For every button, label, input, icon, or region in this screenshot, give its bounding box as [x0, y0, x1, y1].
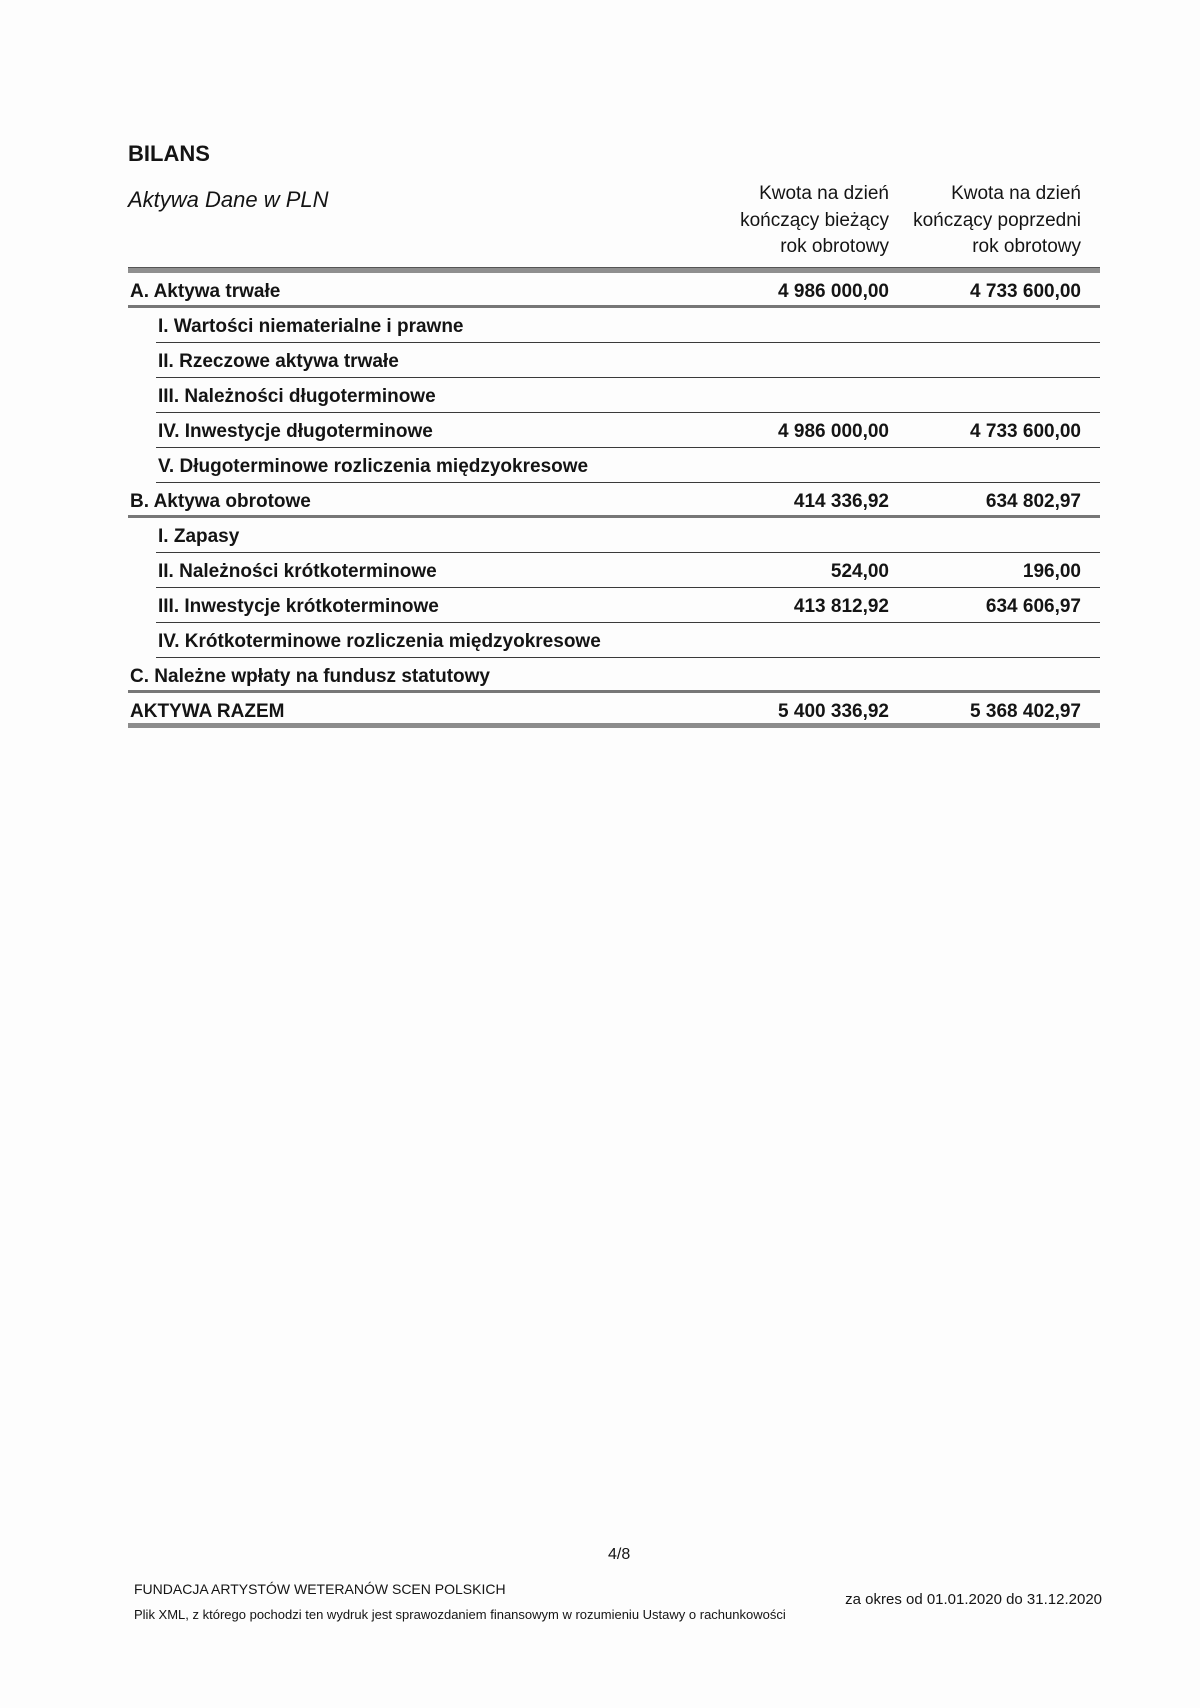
- current-year-value: 524,00: [830, 561, 889, 582]
- row-label: II. Rzeczowe aktywa trwałe: [158, 351, 399, 372]
- column-header-previous-year: [913, 181, 1081, 261]
- previous-year-value: 4 733 600,00: [970, 421, 1081, 442]
- organization-name: FUNDACJA ARTYSTÓW WETERANÓW SCEN POLSKICH: [134, 1581, 506, 1597]
- document-title: BILANS: [128, 141, 210, 166]
- section-row: [128, 483, 1100, 518]
- row-label: I. Wartości niematerialne i prawne: [158, 316, 464, 337]
- item-row: [156, 413, 1100, 448]
- row-label: II. Należności krótkoterminowe: [158, 561, 437, 582]
- row-label: B. Aktywa obrotowe: [130, 491, 311, 512]
- item-row: [156, 343, 1100, 378]
- item-row: [156, 308, 1100, 343]
- section-row: [128, 658, 1100, 693]
- total-label: AKTYWA RAZEM: [130, 701, 285, 722]
- column-header-line: kończący poprzedni: [913, 209, 1081, 231]
- column-header-line: rok obrotowy: [780, 236, 889, 257]
- row-label: III. Inwestycje krótkoterminowe: [158, 596, 439, 617]
- current-year-value: 4 986 000,00: [778, 421, 889, 442]
- reporting-period: za okres od 01.01.2020 do 31.12.2020: [845, 1591, 1102, 1608]
- item-row: [156, 378, 1100, 413]
- previous-year-value: 4 733 600,00: [970, 281, 1081, 302]
- previous-year-total: 5 368 402,97: [970, 701, 1081, 722]
- row-label: IV. Krótkoterminowe rozliczenia międzyokresowe: [158, 631, 601, 652]
- row-label: C. Należne wpłaty na fundusz statutowy: [130, 666, 490, 687]
- column-header-current-year: [740, 181, 889, 261]
- item-row: [156, 623, 1100, 658]
- row-label: A. Aktywa trwałe: [130, 281, 281, 302]
- section-row: [128, 273, 1100, 308]
- current-year-total: 5 400 336,92: [778, 701, 889, 722]
- assets-table: [128, 273, 1100, 728]
- current-year-value: 413 812,92: [793, 596, 889, 617]
- item-row: [156, 588, 1100, 623]
- item-row: [156, 553, 1100, 588]
- current-year-value: 4 986 000,00: [778, 281, 889, 302]
- column-header-line: kończący bieżący: [740, 209, 889, 231]
- previous-year-value: 634 606,97: [985, 596, 1081, 617]
- row-label: I. Zapasy: [158, 526, 240, 547]
- legal-note: Plik XML, z którego pochodzi ten wydruk jest sprawozdaniem finansowym w rozumieniu Ustawy o rachunkowości: [134, 1607, 786, 1622]
- current-year-value: 414 336,92: [793, 491, 889, 512]
- previous-year-value: 196,00: [1022, 561, 1081, 582]
- item-row: [156, 448, 1100, 483]
- page-number: 4/8: [608, 1546, 631, 1563]
- column-header-line: Kwota na dzień: [951, 183, 1081, 204]
- row-label: V. Długoterminowe rozliczenia międzyokresowe: [158, 456, 589, 477]
- total-row: [128, 693, 1100, 728]
- row-label: III. Należności długoterminowe: [158, 386, 436, 407]
- row-label: IV. Inwestycje długoterminowe: [158, 421, 433, 442]
- item-row: [156, 518, 1100, 553]
- previous-year-value: 634 802,97: [985, 491, 1081, 512]
- column-header-line: rok obrotowy: [972, 236, 1081, 257]
- column-header-line: Kwota na dzień: [759, 183, 889, 204]
- section-subtitle: Aktywa Dane w PLN: [128, 187, 329, 212]
